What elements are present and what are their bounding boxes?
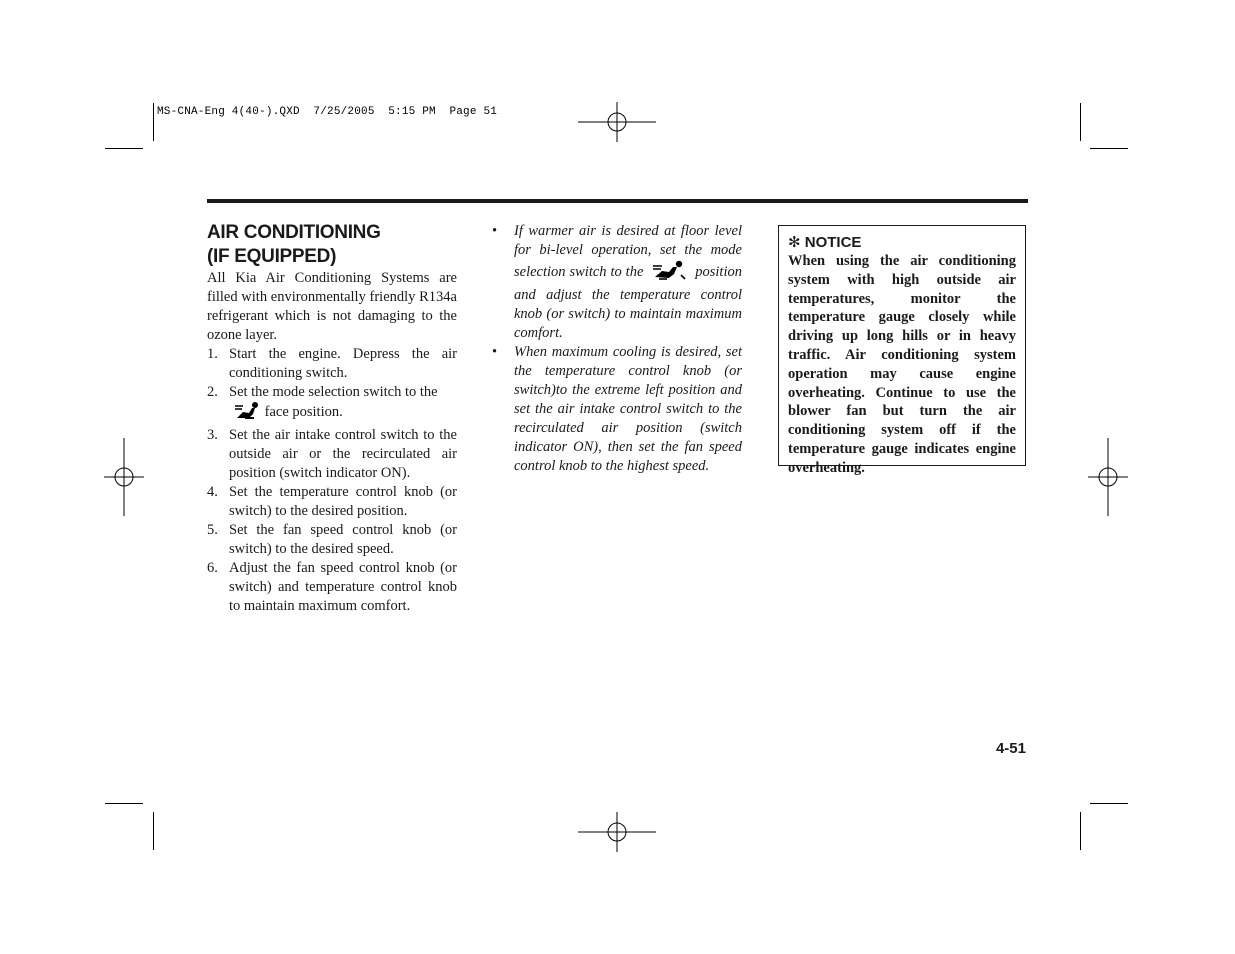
registration-mark-bottom	[578, 812, 656, 852]
notice-title: ✻ NOTICE	[788, 234, 862, 251]
bullet-list	[490, 222, 742, 476]
list-item: 5. Set the fan speed control knob (or switch) to the desired speed.	[207, 522, 457, 557]
steps-list	[207, 345, 457, 616]
registration-mark-top	[578, 102, 656, 142]
bi-level-mode-icon	[651, 260, 687, 286]
list-item: • If warmer air is desired at floor level for bi-level operation, set the mode selection switch to the position and adjust the temperature control knob (or switch) to maintain maximum comfort.	[492, 223, 742, 341]
notice-body: When using the air conditioning system with high outside air temperatures, monitor the temperature gauge closely while driving up long hills or in heavy traffic. Air conditioning system operation may cause engine overheating. Continue to use the blower fan but turn the air conditioning system off if the temperature gauge indicates engine overheating.	[788, 253, 1016, 476]
list-item: 3. Set the air intake control switch to the outside air or the recirculated air position (switch indicator ON).	[207, 427, 457, 481]
print-slug: MS-CNA-Eng 4(40-).QXD 7/25/2005 5:15 PM Page 51	[157, 106, 498, 118]
column-middle	[490, 222, 742, 476]
list-item: 1. Start the engine. Depress the air conditioning switch.	[207, 346, 457, 381]
section-title: AIR CONDITIONING (IF EQUIPPED)	[207, 222, 381, 267]
column-left	[207, 221, 457, 616]
face-vent-mode-icon	[233, 402, 261, 426]
list-item: 2. Set the mode selection switch to the face position.	[207, 383, 457, 426]
notice-box	[778, 225, 1026, 476]
list-item: 4. Set the temperature control knob (or switch) to the desired position.	[207, 484, 457, 519]
header-rule	[207, 199, 1028, 203]
page-number: 4-51	[995, 740, 1026, 757]
intro-paragraph: All Kia Air Conditioning Systems are filled with environmentally friendly R134a refrigerant which is not damaging to the ozone layer.	[207, 270, 457, 343]
list-item: • When maximum cooling is desired, set the temperature control knob (or switch)to the extreme left position and set the air intake control switch to the recirculated air position (switch indicator ON), then set the fan speed control knob to the highest speed.	[492, 344, 742, 474]
registration-mark-left	[104, 438, 144, 516]
list-item: 6. Adjust the fan speed control knob (or switch) and temperature control knob to maintain maximum comfort.	[207, 560, 457, 614]
registration-mark-right	[1088, 438, 1128, 516]
asterisk-icon: ✻	[788, 234, 801, 251]
